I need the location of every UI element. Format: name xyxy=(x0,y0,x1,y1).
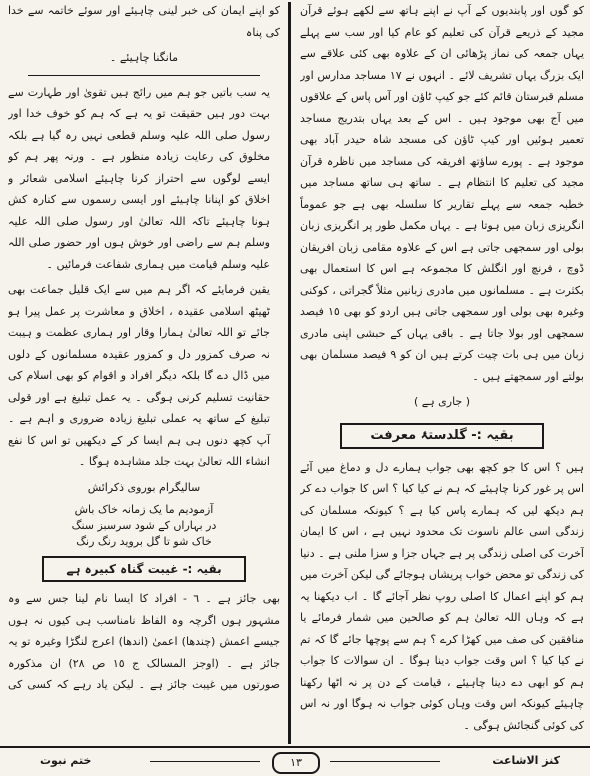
page-number: ١٣ xyxy=(272,752,320,774)
continued-note: ( جاری ہے ) xyxy=(413,395,471,408)
column-divider xyxy=(288,2,291,744)
left-box-heading: بقیہ :- غیبت گناہ کبیرہ ہے xyxy=(42,556,246,582)
footer-magazine-title: کنز الاشاعت xyxy=(492,754,560,767)
page-footer xyxy=(0,746,590,776)
left-paragraph-2: یقین فرمایئے کہ اگر ہم میں سے ایک قلیل جماعت بھی ٹھیٹھ اسلامی عقیدہ ، اخلاق و معاشرت پر عمل پیرا ہو جائے تو اللہ تعالیٰ ہمارا وقار اور ہماری عظمت و ہیبت نہ صرف کمزور دل و کمزور عقیدہ مسلمانوں کے دلوں میں ڈال دے گا بلکہ دیگر افراد و اقوام کو بھی اسلام کی حقانیت تسلیم کرنی ہوگی ۔ یہ عمل تبلیغ ہے اور قولی تبلیغ کے ساتھ یہ عملی تبلیغ زیادہ ضروری و اہم ہے ۔ آپ کچھ دنوں ہی ہم ایسا کر کے دیکھیں تو اس کا نفع انشاء اللہ تعالیٰ بہت جلد مشاہدہ ہوگا ۔ xyxy=(8,283,270,468)
poem-line-3: خاک شو تا گل بروید رنگ رنگ xyxy=(76,535,212,548)
right-paragraph-2: ہیں ؟ اس کا جو کچھ بھی جواب ہمارے دل و دماغ میں آئے اس پر غور کرنا چاہیئے کہ ہم نے کیا کیا ؟ اس کا جواب دے کر ہم دیکھ لیں کہ ہمارے پاس کیا ہے ؟ کیونکہ مسلمان کی زندگی اسی عالم ناسوت تک محدود نہیں ہے ، اس کا ایمان آخرت کی اصلی زندگی پر ہے جہاں جزا و سزا ملنی ہے ۔ دنیا کی زندگی تو محض خواب پریشاں ہوجائے گی لیکن آخرت میں ہم کو اپنے اعمال کا اصلی روپ نظر آجائے گا ۔ اب دیکھنا یہ ہے کہ وہاں اللہ تعالیٰ ہم کو صالحین میں شمار فرمائے یا منافقین کی صف میں کھڑا کرے ؟ ہم سے پوچھا جائے گا کہ تم نے کیا کیا ؟ اس وقت جواب دینا ہوگا ۔ ان سوالات کا جواب ہم کو ابھی دے دینا چاہیئے ، قیامت کے دن پر نہ اٹھا رکھنا چاہیئے کیونکہ اس وقت وہاں کوئی جواب نہ ہوگا اور نہ اس کی کوئی گنجائش ہوگی ۔ xyxy=(300,460,584,732)
footer-ornament-left xyxy=(150,761,260,762)
left-separator-1 xyxy=(28,75,260,76)
footer-ornament-right xyxy=(330,761,440,762)
left-box-paragraph: بھی جائز ہے ۔ ٦ - افراد کا ایسا نام لینا جس سے وہ مشہور ہوں اگرچہ وہ الفاظ نامناسب ہی کیوں نہ ہوں جیسے اعمش (چندھا) اعمیٰ (اندھا) اعرج لنگڑا وغیرہ تو یہ جائز ہے ۔ (اوجز المسالک ج ١٥ ص ٢٨) ان مذکورہ صورتوں میں غیبت جائز ہے ۔ لیکن یاد رہے کہ کسی کی xyxy=(8,592,280,691)
persian-poem xyxy=(8,502,280,550)
right-box-heading: بقیہ :- گلدستۂ معرفت xyxy=(340,423,544,449)
poem-line-1: آزمودیم ما یک زمانہ خاک باش xyxy=(74,503,214,516)
left-column xyxy=(8,0,280,700)
right-paragraph-1: کو گوں اور پابندیوں کے آپ نے اپنے ہاتھ سے لکھے ہوئے قرآن مجید کے ذریعے قرآن کی تعلیم کو عام کیا اور سب سے پہلے یہاں جمعہ کی نماز پڑھائی ان کے علاوہ بھی کئی علاقے سے ایک بزرگ یہاں تشریف لائے ۔ انہوں نے ١٧ مساجد مدارس اور مسلم قبرستان قائم کئے جو کیپ ٹاؤن اور آس پاس کے علاقوں میں آج بھی موجود ہیں ۔ اس کے بعد یہاں بتدریج مساجد تعمیر ہوئیں اور کیپ ٹاؤن کی مسجد شاہ حیدر آباد بھی موجود ہے ۔ پورے ساؤتھ افریقہ کی مساجد میں ناظرہ قرآن مجید کی تعلیم کا انتظام ہے ۔ ساتھ ہی ساتھ مساجد میں خطبہ جمعہ سے پہلے تقاریر کا سلسلہ بھی ہے جو عموماً انگریزی زبان میں ہوتا ہے ۔ یہاں مکمل طور پر انگریزی زبان بولی اور سمجھی جاتی ہے اس کے علاوہ مقامی زبان افریقان ڈوچ ، فرنچ اور انگلش کا مجموعہ ہے اس کا استعمال بھی بکثرت ہے ۔ مسلمانوں میں مادری زبانیں مثلاً گجراتی ، کوکنی وغیرہ بھی بولی اور سمجھی جاتی ہیں اردو کو بھی ١٥ فیصد سمجھی اور بولا جاتا ہے ۔ باقی یہاں کے حبشی اپنی مادری زبان میں ہی بات چیت کرتے ہیں ان کو ٩ فیصد مسلمان بھی بولتے اور سمجھتے ہیں ۔ xyxy=(300,4,584,383)
poem-line-2: در بہاراں کے شود سرسبز سنگ xyxy=(71,519,217,532)
right-column xyxy=(300,0,584,742)
footer-section-title: ختم نبوت xyxy=(40,754,92,767)
left-signature: سالیگرام بوروی ذکرائش xyxy=(87,480,201,494)
left-top-line-1: کو اپنے ایمان کی خبر لینی چاہیئے اور سوئے خاتمہ سے خدا کی پناہ xyxy=(8,4,280,39)
left-top-line-2: مانگنا چاہیئے ۔ xyxy=(109,51,179,64)
left-paragraph-1: یہ سب باتیں جو ہم میں رائج ہیں تقویٰ اور طہارت سے بہت دور ہیں حقیقت تو یہ ہے کہ ہم کو خوف خدا اور رسول صلی اللہ علیہ وسلم قطعی نہیں رہ گیا ہے بلکہ مخلوق کی رعایت زیادہ منظور ہے ۔ ورنہ پھر ہم کو ایسے لوگوں سے احتراز کرنا چاہیئے اسلامی شعائر و اخلاق کو اپنانا چاہیئے اور ایسی رسموں سے کنارہ کش ہونا چاہیئے تاکہ اللہ تعالیٰ اور رسول صلی اللہ علیہ وسلم ہم سے راضی اور خوش ہوں اور حضور صلی اللہ علیہ وسلم قیامت میں ہماری شفاعت فرمائیں ۔ xyxy=(8,85,270,271)
